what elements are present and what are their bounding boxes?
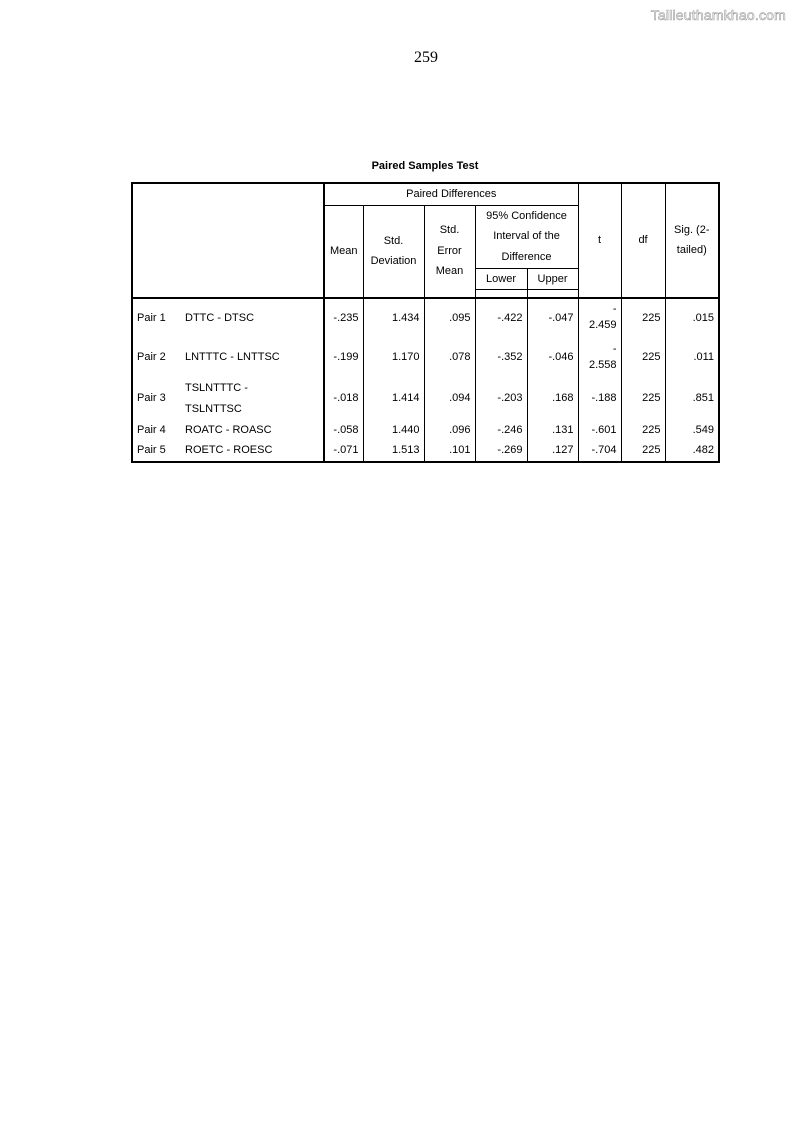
cell-sig: .851 — [665, 378, 719, 420]
cell-std-error: .078 — [424, 338, 475, 378]
header-sig — [665, 183, 719, 298]
cell-upper: -.046 — [527, 338, 578, 378]
header-df: df — [621, 183, 665, 298]
cell-std-error: .096 — [424, 420, 475, 441]
header-std-deviation-line-1: Std. — [383, 234, 404, 247]
watermark: Tailieuthamkhao.com — [650, 7, 786, 23]
table-row-pair-1 — [132, 298, 719, 338]
cell-t-value: 2.558 — [589, 358, 617, 371]
cell-df: 225 — [621, 378, 665, 420]
header-ci-line-2: Interval of the — [493, 230, 560, 243]
table-row-pair-4 — [132, 420, 719, 441]
pair-label: Pair 5 — [132, 440, 181, 462]
paired-samples-test-table — [131, 182, 720, 463]
cell-std-deviation: 1.414 — [363, 378, 424, 420]
cell-upper: -.047 — [527, 298, 578, 338]
cell-std-error: .094 — [424, 378, 475, 420]
pair-variables-line-1: TSLNTTTC - — [185, 382, 248, 394]
page-number: 259 — [414, 49, 438, 66]
table-row-pair-3 — [132, 378, 719, 420]
cell-t: -.704 — [578, 440, 621, 462]
header-std-deviation-line-2: Deviation — [370, 255, 417, 267]
header-mean: Mean — [324, 205, 363, 298]
header-sig-line-2: tailed) — [676, 244, 707, 257]
cell-t-value: 2.459 — [589, 319, 617, 331]
cell-t-sign: - — [612, 303, 617, 315]
table-row-pair-2 — [132, 338, 719, 378]
header-ci-line-3: Difference — [501, 250, 552, 263]
header-paired-differences: Paired Differences — [324, 183, 578, 205]
pair-variables: DTTC - DTSC — [181, 298, 324, 338]
cell-upper: .127 — [527, 440, 578, 462]
cell-upper: .131 — [527, 420, 578, 441]
pair-label: Pair 3 — [132, 378, 181, 420]
header-upper: Upper — [527, 268, 578, 290]
header-lower: Lower — [475, 268, 527, 290]
header-std-deviation — [363, 205, 424, 298]
cell-mean: -.071 — [324, 440, 363, 462]
pair-label: Pair 4 — [132, 420, 181, 441]
pair-variables-line-2: TSLNTTSC — [185, 402, 242, 415]
cell-df: 225 — [621, 420, 665, 441]
cell-mean: -.235 — [324, 298, 363, 338]
cell-mean: -.018 — [324, 378, 363, 420]
cell-lower: -.246 — [475, 420, 527, 441]
pair-label: Pair 1 — [132, 298, 181, 338]
pair-variables: ROATC - ROASC — [181, 420, 324, 441]
cell-df: 225 — [621, 338, 665, 378]
header-ci-line-1: 95% Confidence — [486, 209, 567, 222]
cell-lower: -.203 — [475, 378, 527, 420]
header-std-error-line-3: Mean — [435, 265, 464, 278]
cell-df: 225 — [621, 298, 665, 338]
cell-sig: .011 — [665, 338, 719, 378]
header-t: t — [578, 183, 621, 298]
cell-std-error: .101 — [424, 440, 475, 462]
header-row-1 — [132, 183, 719, 205]
pair-variables — [181, 378, 324, 420]
cell-sig: .015 — [665, 298, 719, 338]
cell-sig: .549 — [665, 420, 719, 441]
cell-t: -.188 — [578, 378, 621, 420]
cell-std-deviation: 1.170 — [363, 338, 424, 378]
pair-variables: LNTTTC - LNTTSC — [181, 338, 324, 378]
header-std-error-line-1: Std. — [439, 224, 460, 237]
cell-std-deviation: 1.434 — [363, 298, 424, 338]
header-confidence-interval — [475, 205, 578, 268]
cell-t — [578, 298, 621, 338]
cell-mean: -.058 — [324, 420, 363, 441]
table-row-pair-5 — [132, 440, 719, 462]
header-std-error-line-2: Error — [437, 244, 462, 257]
header-sig-line-1: Sig. (2- — [674, 223, 710, 236]
cell-mean: -.199 — [324, 338, 363, 378]
cell-lower: -.422 — [475, 298, 527, 338]
cell-t: -.601 — [578, 420, 621, 441]
cell-lower: -.269 — [475, 440, 527, 462]
cell-lower: -.352 — [475, 338, 527, 378]
cell-upper: .168 — [527, 378, 578, 420]
pair-label: Pair 2 — [132, 338, 181, 378]
cell-t-sign: - — [612, 342, 617, 355]
cell-std-deviation: 1.513 — [363, 440, 424, 462]
header-corner — [132, 183, 324, 298]
cell-std-error: .095 — [424, 298, 475, 338]
cell-df: 225 — [621, 440, 665, 462]
cell-t — [578, 338, 621, 378]
table-title: Paired Samples Test — [371, 160, 479, 172]
cell-sig: .482 — [665, 440, 719, 462]
pair-variables: ROETC - ROESC — [181, 440, 324, 462]
header-std-error-mean — [424, 205, 475, 298]
cell-std-deviation: 1.440 — [363, 420, 424, 441]
